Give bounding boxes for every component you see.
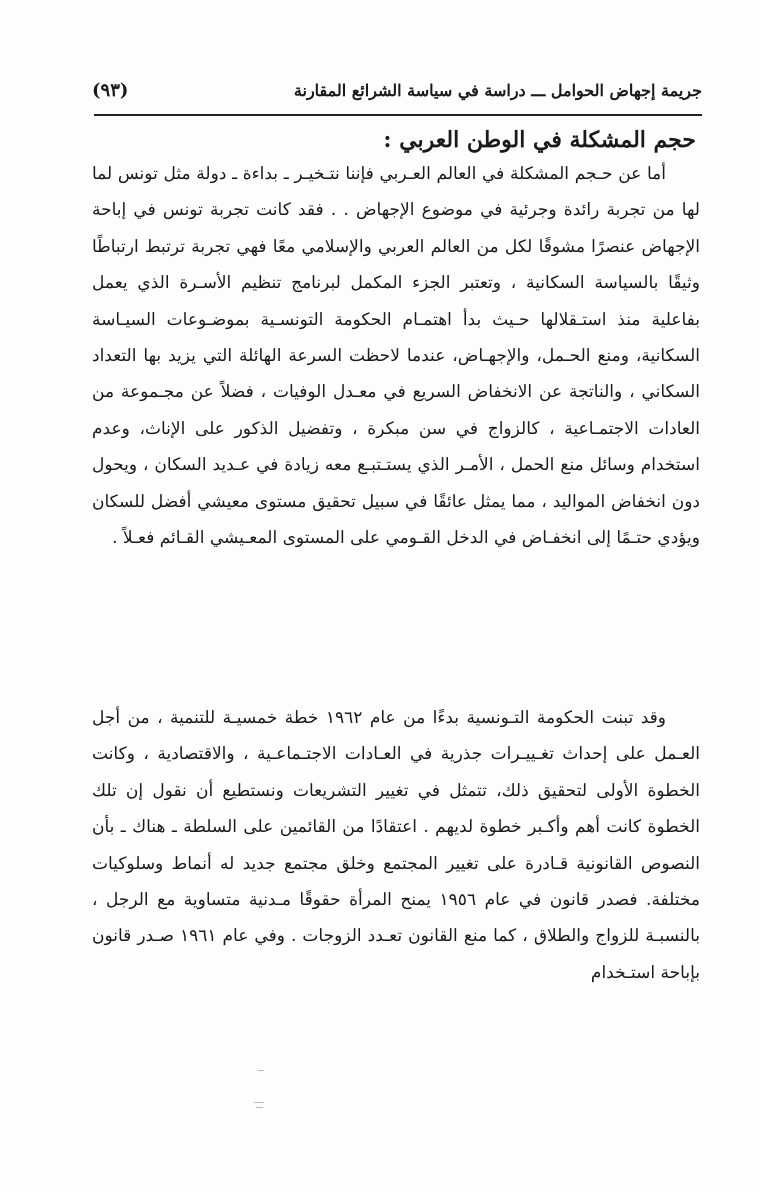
page-number: (٩٣) bbox=[92, 79, 129, 101]
body-paragraph-2: وقد تبنت الحكومة التـونسية بدءًا من عام ١٩٦٢ خطة خمسيـة للتنمية ، من أجل العـمل على إحداث تغـييـرات جذرية في العـادات الاجتـماعـية ، والاقتصادية ، وكانت الخطوة الأولى لتحقيق ذلك، تتمثل في تغيير التشريعات ونستطيع أن نقول إن تلك الخطوة كانت أهم وأكـبر خطوة لديهم . اعتقادًا من القائمين على السلطة ـ هناك ـ بأن النصوص القانونية قـادرة على تغيير المجتمع وخلق مجتمع جديد له أنماط وسلوكيات مختلفة. فصدر قانون في عام ١٩٥٦ يمنح المرأة حقوقًا مـدنية متساوية مع الرجل ، بالنسبـة للزواج والطلاق ، كما منع القانون تعـدد الزوجات . وفي عام ١٩٦١ صـدر قانون بإباحة استـخدام bbox=[92, 708, 701, 983]
speck bbox=[256, 1107, 263, 1108]
body-paragraph-1: أما عن حـجم المشكلة في العالم العـربي فإننا نتـخيـر ـ بداءة ـ دولة مثل تونس لما لها من تجربة رائدة وجرئية في موضوع الإجهاض . . فقد كانت تجربة تونس في إباحة الإجهاض عنصرًا مشوقًا لكل من العالم العربي والإسلامي معًا فهي تجربة ترتبط ارتباطًا وثيقًا بالسياسة السكانية ، وتعتبر الجزء المكمل لبرنامج تنظيم الأسـرة الذي يعمل بفاعلية منذ استـقلالها حـيث بدأ اهتمـام الحكومة التونسـية بموضـوعات السيـاسة السكانية، ومنع الحـمل، والإجهـاض، عندما لاحظت السرعة الهائلة التي يزيد بها التعداد السكاني ، والناتجة عن الانخفاض السريع في معـدل الوفيات ، فضلاً عن مجـموعة من العادات الاجتمـاعية ، كالزواج في سن مبكرة ، وتفضيل الذكور على الإناث، وعدم استخدام وسائل منع الحمل ، الأمـر الذي يستـتبـع معه زيادة في عـديد السكان ، ويحول دون انخفاض المواليد ، مما يمثل عائقًا في سبيل تحقيق مستوى معيشي أفضل للسكان ويؤدي حتـمًا إلى انخفـاض في الدخل القـومي على المستوى المعـيشي القـائم فعـلاً . bbox=[92, 164, 700, 549]
section-heading: حجم المشكلة في الوطن العربي : bbox=[383, 127, 696, 153]
running-title: جريمة إجهاض الحوامل ـــ دراسة في سياسة الشرائع المقارنة bbox=[293, 80, 702, 100]
speck bbox=[258, 1070, 264, 1071]
scan-specks bbox=[252, 1062, 272, 1112]
speck bbox=[254, 1102, 264, 1103]
header-rule bbox=[94, 114, 702, 116]
running-header bbox=[92, 70, 702, 110]
